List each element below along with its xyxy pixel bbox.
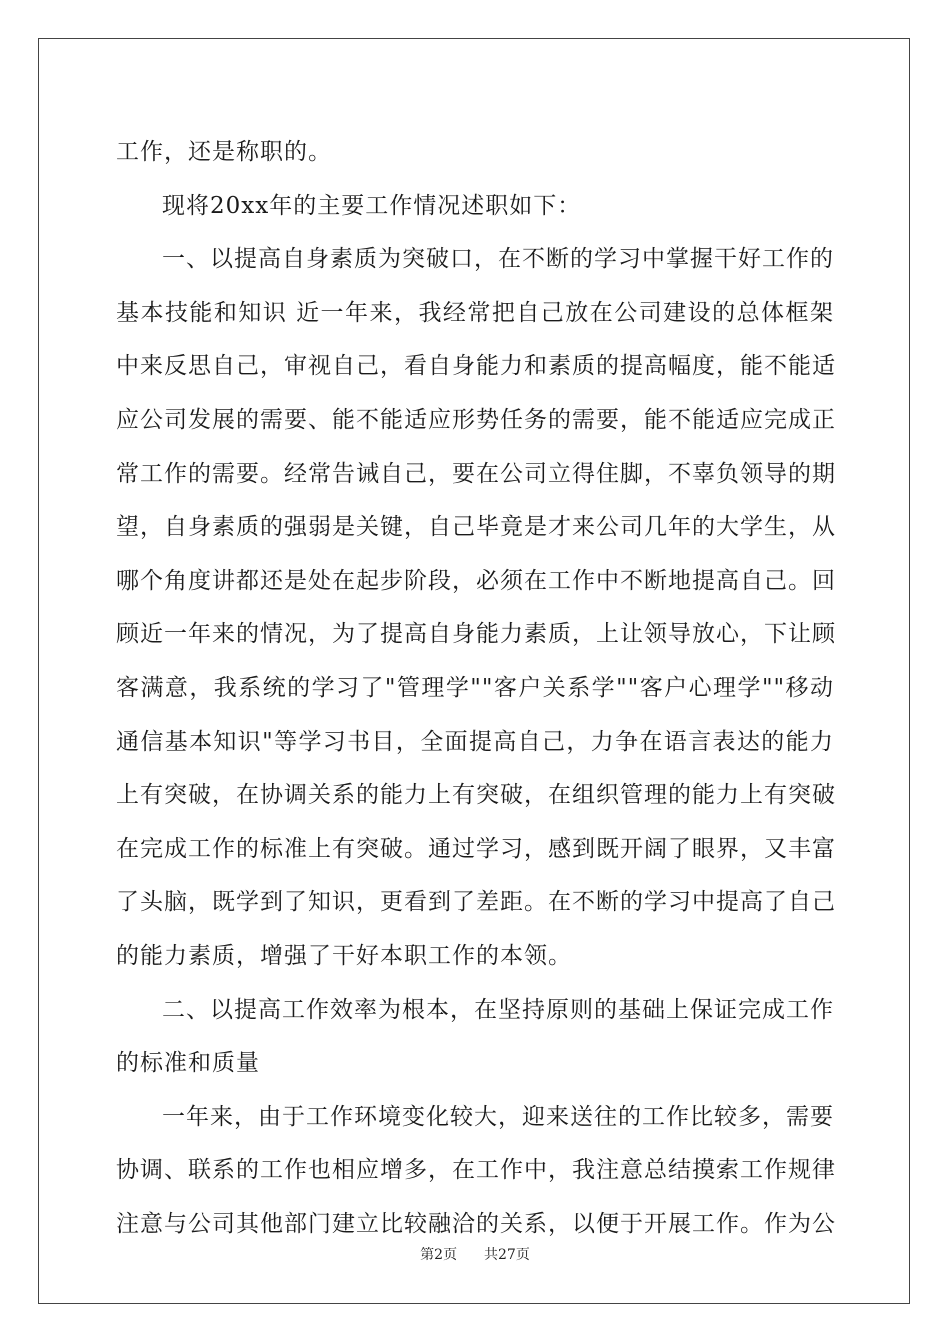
page-total: 共27页 xyxy=(484,1247,530,1263)
text-line: 协调、联系的工作也相应增多，在工作中，我注意总结摸索工作规律 xyxy=(116,1157,836,1184)
text-line: 了头脑，既学到了知识，更看到了差距。在不断的学习中提高了自己 xyxy=(116,889,836,916)
text-line: 现将20xx年的主要工作情况述职如下： xyxy=(162,192,582,219)
text-line: 在完成工作的标准上有突破。通过学习，感到既开阔了眼界，又丰富 xyxy=(116,835,836,862)
text-line: 二、以提高工作效率为根本，在坚持原则的基础上保证完成工作 xyxy=(162,996,834,1023)
text-line: 的能力素质，增强了干好本职工作的本领。 xyxy=(116,942,572,969)
text-line: 应公司发展的需要、能不能适应形势任务的需要，能不能适应完成正 xyxy=(116,406,836,433)
text-line: 客满意，我系统的学习了"管理学""客户关系学""客户心理学""移动 xyxy=(116,674,834,701)
text-line: 的标准和质量 xyxy=(116,1050,260,1077)
text-line: 通信基本知识"等学习书目，全面提高自己，力争在语言表达的能力 xyxy=(116,728,834,755)
page-footer xyxy=(0,1244,950,1264)
text-line: 注意与公司其他部门建立比较融洽的关系，以便于开展工作。作为公 xyxy=(116,1210,836,1237)
text-line: 工作，还是称职的。 xyxy=(116,139,332,165)
text-line: 哪个角度讲都还是处在起步阶段，必须在工作中不断地提高自己。回 xyxy=(116,567,836,594)
text-line: 中来反思自己，审视自己，看自身能力和素质的提高幅度，能不能适 xyxy=(116,353,836,380)
page-number: 第2页 xyxy=(420,1247,458,1263)
text-line: 望，自身素质的强弱是关键，自己毕竟是才来公司几年的大学生，从 xyxy=(116,514,836,541)
document-body xyxy=(116,126,834,1251)
text-line: 常工作的需要。经常告诫自己，要在公司立得住脚，不辜负领导的期 xyxy=(116,460,836,487)
text-line: 一、以提高自身素质为突破口，在不断的学习中掌握干好工作的 xyxy=(162,246,834,273)
text-line: 一年来，由于工作环境变化较大，迎来送往的工作比较多，需要 xyxy=(162,1103,834,1130)
text-line: 基本技能和知识 近一年来，我经常把自己放在公司建设的总体框架 xyxy=(116,299,834,326)
text-line: 顾近一年来的情况，为了提高自身能力素质，上让领导放心，下让顾 xyxy=(116,621,836,648)
text-line: 上有突破，在协调关系的能力上有突破，在组织管理的能力上有突破 xyxy=(116,782,836,809)
